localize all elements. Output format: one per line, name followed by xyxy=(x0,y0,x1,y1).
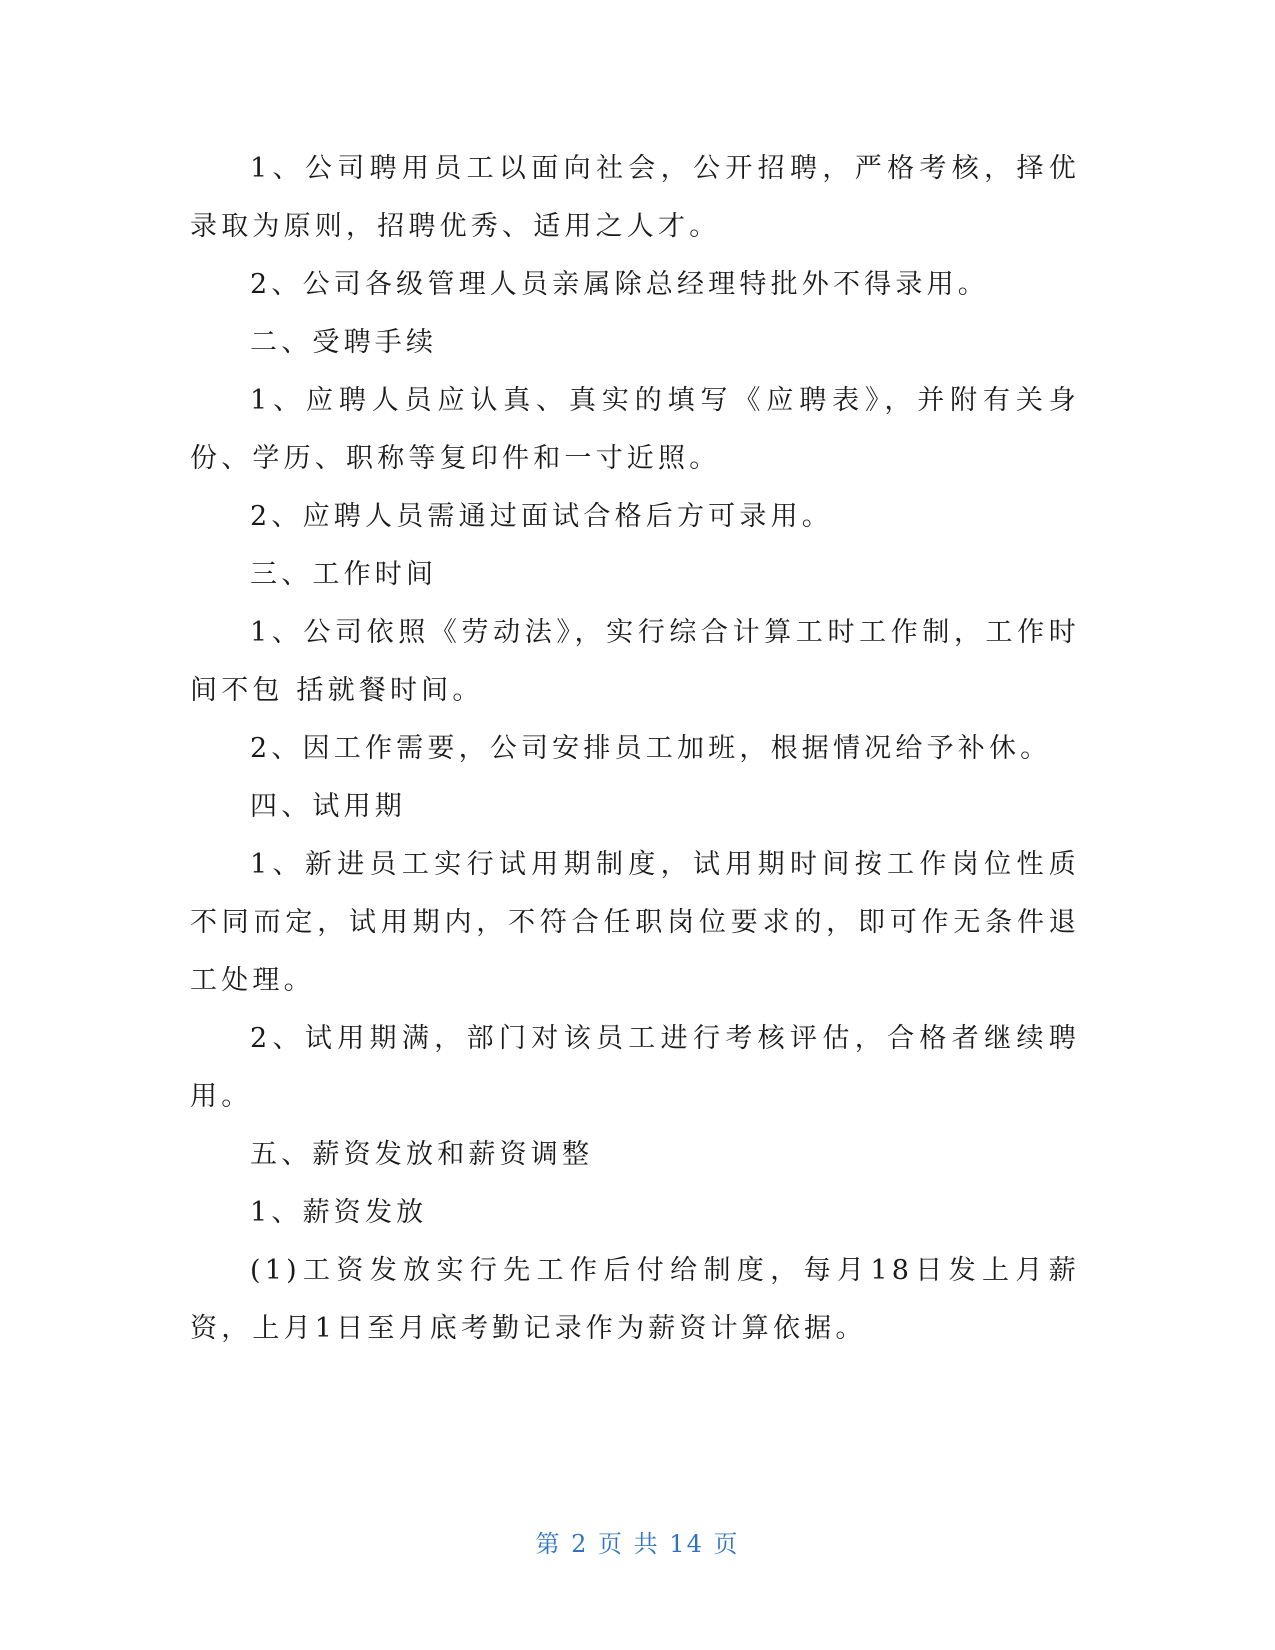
section-heading: 三、工作时间 xyxy=(250,559,438,590)
paragraph: 2、试用期满，部门对该员工进行考核评估，合格者继续聘用。 xyxy=(190,1023,1080,1112)
page-number-footer: 第 2 页 共 14 页 xyxy=(535,1530,740,1558)
paragraph: 2、公司各级管理人员亲属除总经理特批外不得录用。 xyxy=(250,269,989,300)
paragraph: 2、因工作需要，公司安排员工加班，根据情况给予补休。 xyxy=(250,733,1052,764)
section-heading: 二、受聘手续 xyxy=(250,327,438,358)
paragraph: 1、公司聘用员工以面向社会，公开招聘，严格考核，择优录取为原则，招聘优秀、适用之人才。 xyxy=(190,153,1080,242)
paragraph: 1、新进员工实行试用期制度，试用期时间按工作岗位性质不同而定，试用期内，不符合任职岗位要求的，即可作无条件退工处理。 xyxy=(190,849,1080,996)
paragraph: 1、公司依照《劳动法》，实行综合计算工时工作制，工作时间不包 括就餐时间。 xyxy=(190,617,1080,706)
subsection-heading: 1、薪资发放 xyxy=(250,1197,428,1228)
section-heading: 四、试用期 xyxy=(250,791,406,822)
section-heading: 五、薪资发放和薪资调整 xyxy=(250,1139,594,1170)
paragraph: (1)工资发放实行先工作后付给制度，每月18日发上月薪资，上月1日至月底考勤记录作为薪资计算依据。 xyxy=(190,1255,1080,1344)
document-body xyxy=(190,140,1080,1358)
paragraph: 1、应聘人员应认真、真实的填写《应聘表》，并附有关身份、学历、职称等复印件和一寸近照。 xyxy=(190,385,1080,474)
paragraph: 2、应聘人员需通过面试合格后方可录用。 xyxy=(250,501,833,532)
